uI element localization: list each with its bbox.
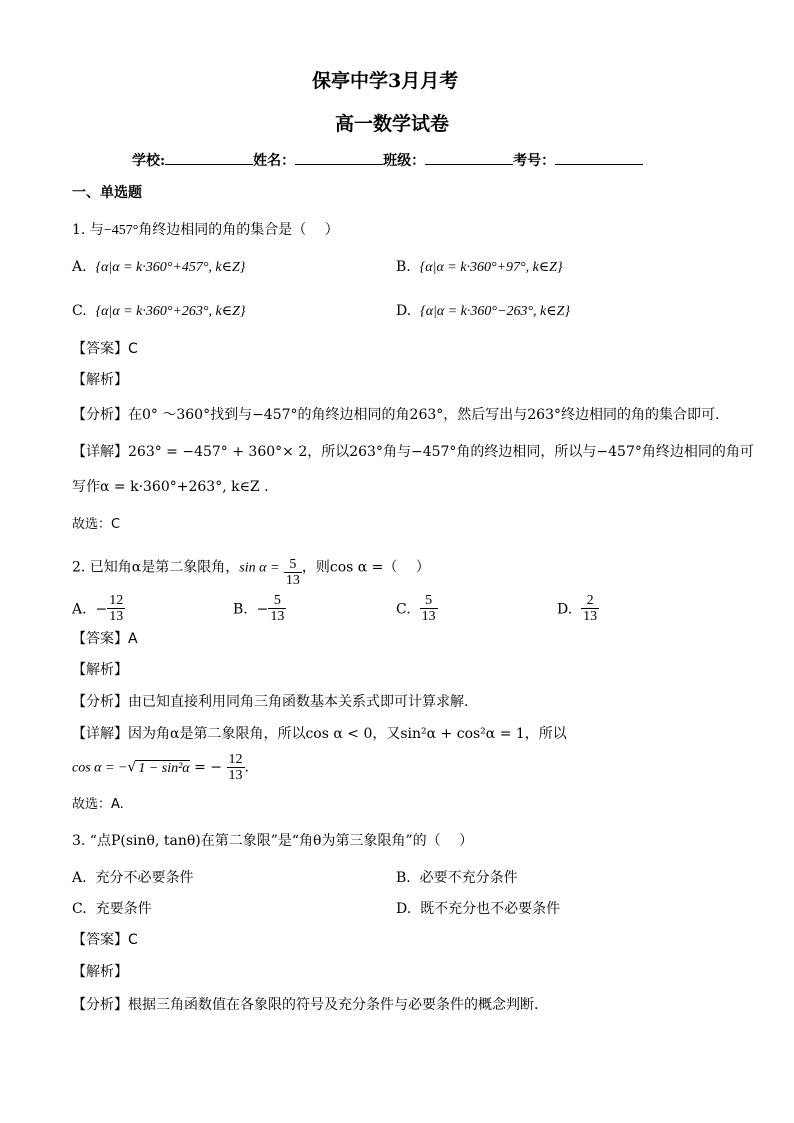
section-title: 一、单选题: [72, 185, 142, 201]
q2-option-b: B. − $\frac{5}{13}$: [233, 593, 285, 624]
name-blank[interactable]: [295, 150, 383, 165]
q2-fenxi: 【分析】由已知直接利用同角三角函数基本关系式即可计算求解.: [72, 694, 469, 710]
q1-choose: 故选：C: [72, 517, 121, 532]
q1-fenxi: 【分析】在0° ～360°找到与−457°的角终边相同的角263°，然后写出与263°终边相同的角的集合即可.: [72, 407, 720, 423]
q1-option-c: C. {α|α = k·360°+263°, k∈Z}: [72, 303, 246, 319]
sqrt-sign: √: [127, 759, 137, 776]
info-line: [132, 150, 643, 170]
q1-option-a: A. {α|α = k·360°+457°, k∈Z}: [72, 259, 246, 275]
q3-analysis-tag: 【解析】: [72, 964, 128, 980]
school-blank[interactable]: [165, 150, 253, 165]
class-blank[interactable]: [425, 150, 513, 165]
q2-choose: 故选：A.: [72, 797, 124, 812]
name-label: 姓名：: [253, 153, 296, 169]
q2-option-c: C. $\frac{5}{13}$: [396, 593, 436, 624]
q1-stem: 1. 与−457°角终边相同的角的集合是（ ）: [72, 222, 339, 238]
school-label: 学校:: [132, 153, 166, 169]
q3-option-c: C. 充要条件: [72, 901, 152, 917]
class-label: 班级：: [383, 153, 426, 169]
q2-answer: 【答案】A: [72, 631, 138, 647]
q1-detail-2: 写作α = k·360°+263°, k∈Z .: [72, 479, 269, 495]
page-subtitle: 高一数学试卷: [335, 113, 450, 135]
q1-detail-1: 【详解】263° = −457° + 360°× 2，所以263°角与−457°角的终边相同，所以与−457°角终边相同的角可: [72, 444, 754, 460]
q2-option-d: D. $\frac{2}{13}$: [557, 593, 598, 624]
q2-option-a: A. − $\frac{12}{13}$: [72, 593, 124, 624]
q1-option-b: B. {α|α = k·360°+97°, k∈Z}: [396, 259, 563, 275]
q1-answer: 【答案】C: [72, 341, 138, 357]
q2-stem: 2. 已知角α是第二象限角，sin α = $\frac{5}{13}$ ，则cos α =（ ）: [72, 557, 430, 588]
q2-stem-fraction: $\frac{5}{13}$: [285, 557, 300, 588]
q3-option-b: B. 必要不充分条件: [396, 870, 518, 886]
q3-option-d: D. 既不充分也不必要条件: [396, 901, 561, 917]
q2-detail-2: cos α = −√ 1 − sin²α = − $\frac{12}{13}$ .: [72, 752, 249, 783]
q3-option-a: A. 充分不必要条件: [72, 870, 194, 886]
q3-answer: 【答案】C: [72, 932, 138, 948]
exam-no-label: 考号：: [513, 153, 556, 169]
q3-stem: 3. “点P(sinθ, tanθ)在第二象限”是“角θ为第三象限角”的（ ）: [72, 833, 474, 849]
page-title: 保亭中学3月月考: [312, 70, 459, 92]
exam-no-blank[interactable]: [555, 150, 643, 165]
q2-detail-1: 【详解】因为角α是第二象限角，所以cos α < 0，又sin²α + cos²α = 1，所以: [72, 726, 567, 742]
q2-detail-fraction: $\frac{12}{13}$: [228, 752, 243, 783]
q2-analysis-tag: 【解析】: [72, 662, 128, 678]
q1-analysis-tag: 【解析】: [72, 372, 128, 388]
q1-option-d: D. {α|α = k·360°−263°, k∈Z}: [396, 303, 571, 319]
q3-fenxi: 【分析】根据三角函数值在各象限的符号及充分条件与必要条件的概念判断.: [72, 997, 539, 1013]
